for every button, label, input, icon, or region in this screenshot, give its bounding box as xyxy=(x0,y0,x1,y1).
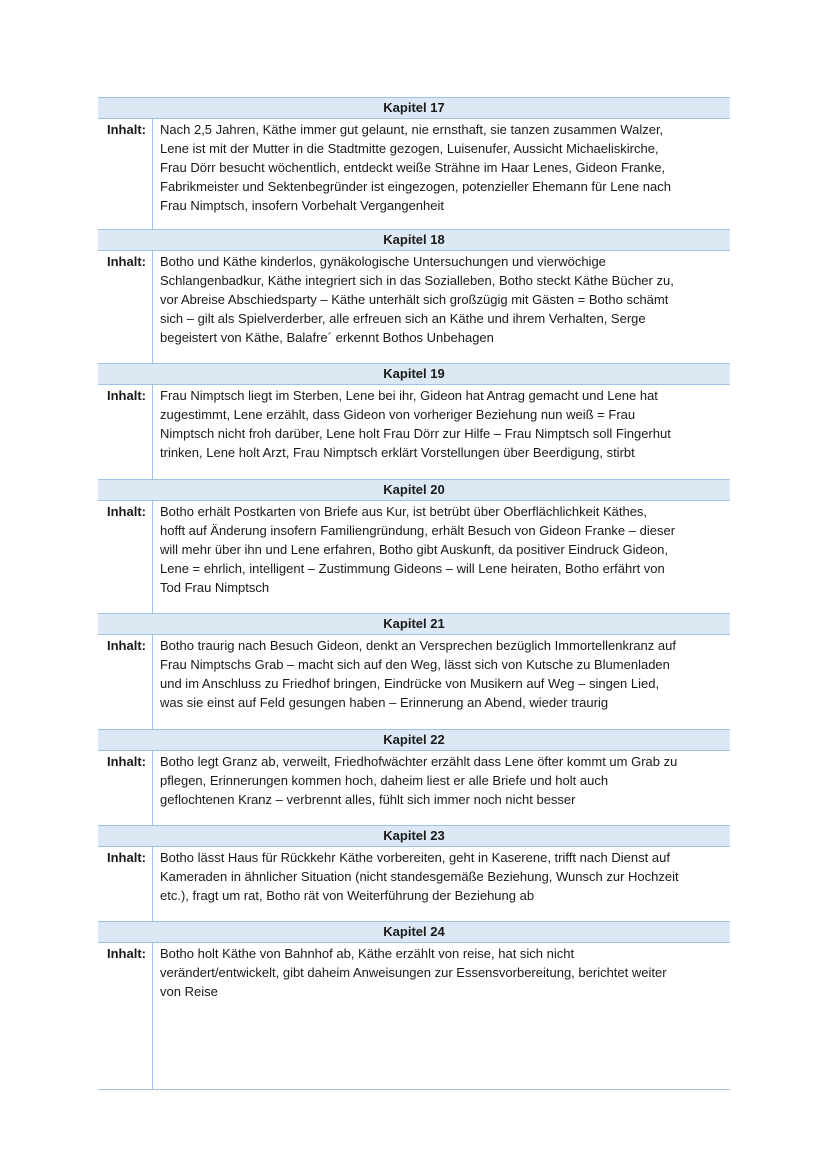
summary-line: Botho erhält Postkarten von Briefe aus Kur, ist betrübt über Oberflächlichkeit Käthes, xyxy=(160,504,648,519)
summary-line: vor Abreise Abschiedsparty – Käthe unterhält sich großzügig mit Gästen = Botho schämt xyxy=(160,292,669,307)
content-label: Inhalt: xyxy=(98,635,153,729)
summary-line: Botho holt Käthe von Bahnhof ab, Käthe erzählt von reise, hat sich nicht xyxy=(160,946,575,961)
summary-line: Nimptsch nicht froh darüber, Lene holt Frau Dörr zur Hilfe – Frau Nimptsch soll Fingerhut xyxy=(160,426,671,441)
summary-line: Nach 2,5 Jahren, Käthe immer gut gelaunt, nie ernsthaft, sie tanzen zusammen Walzer, xyxy=(160,122,664,137)
summary-line: Botho traurig nach Besuch Gideon, denkt an Versprechen bezüglich Immortellenkranz auf xyxy=(160,638,676,653)
summary-line: und im Anschluss zu Friedhof bringen, Eindrücke von Musikern auf Weg – singen Lied, xyxy=(160,676,660,691)
content-label: Inhalt: xyxy=(98,943,153,1089)
chapter-title: Kapitel 18 xyxy=(98,229,730,251)
summary-line: hofft auf Änderung insofern Familiengründung, erhält Besuch von Gideon Franke – dieser xyxy=(160,523,676,538)
summary-line: Botho lässt Haus für Rückkehr Käthe vorbereiten, geht in Kaserene, trifft nach Dienst auf xyxy=(160,850,670,865)
chapter-block xyxy=(98,825,730,921)
chapter-title: Kapitel 24 xyxy=(98,921,730,943)
chapter-summary-text xyxy=(153,943,730,1089)
summary-line: Frau Nimptschs Grab – macht sich auf den Weg, lässt sich von Kutsche zu Blumenladen xyxy=(160,657,670,672)
chapter-content-row xyxy=(98,385,730,479)
chapter-content-row xyxy=(98,943,730,1089)
summary-line: sich – gilt als Spielverderber, alle erfreuen sich an Käthe und ihrem Verhalten, Serge xyxy=(160,311,646,326)
summary-line: Frau Dörr besucht wöchentlich, entdeckt weiße Strähne im Haar Lenes, Gideon Franke, xyxy=(160,160,666,175)
summary-line: trinken, Lene holt Arzt, Frau Nimptsch erklärt Vorstellungen über Beerdigung, stirbt xyxy=(160,445,635,460)
chapter-summary-text xyxy=(153,501,730,613)
summary-line: Kameraden in ähnlicher Situation (nicht standesgemäße Beziehung, Wunsch zur Hochzeit xyxy=(160,869,679,884)
chapter-block xyxy=(98,363,730,479)
content-label: Inhalt: xyxy=(98,501,153,613)
chapter-content-row xyxy=(98,751,730,825)
summary-line: begeistert von Käthe, Balafre´ erkennt Bothos Unbehagen xyxy=(160,330,494,345)
chapter-summary-text xyxy=(153,119,730,229)
content-label: Inhalt: xyxy=(98,251,153,363)
summary-line: etc.), fragt um rat, Botho rät von Weiterführung der Beziehung ab xyxy=(160,888,535,903)
chapter-title: Kapitel 21 xyxy=(98,613,730,635)
chapter-content-row xyxy=(98,501,730,613)
summary-line: will mehr über ihn und Lene erfahren, Botho gibt Auskunft, da positiver Eindruck Gideon, xyxy=(160,542,669,557)
chapter-title: Kapitel 17 xyxy=(98,97,730,119)
chapter-block xyxy=(98,479,730,613)
chapter-summary-table xyxy=(98,97,730,1090)
summary-line: Schlangenbadkur, Käthe integriert sich in das Sozialleben, Botho steckt Käthe Bücher zu, xyxy=(160,273,674,288)
chapter-summary-text xyxy=(153,251,730,363)
chapter-summary-text xyxy=(153,635,730,729)
summary-line: pflegen, Erinnerungen kommen hoch, daheim liest er alle Briefe und holt auch xyxy=(160,773,609,788)
summary-line: Botho und Käthe kinderlos, gynäkologische Untersuchungen und vierwöchige xyxy=(160,254,606,269)
chapter-title: Kapitel 19 xyxy=(98,363,730,385)
chapter-summary-text xyxy=(153,385,730,479)
chapter-content-row xyxy=(98,119,730,229)
chapter-title: Kapitel 22 xyxy=(98,729,730,751)
summary-line: zugestimmt, Lene erzählt, dass Gideon von vorheriger Beziehung nun weiß = Frau xyxy=(160,407,636,422)
chapter-summary-text xyxy=(153,847,730,921)
summary-line: Botho legt Granz ab, verweilt, Friedhofwächter erzählt dass Lene öfter kommt um Grab zu xyxy=(160,754,678,769)
summary-line: Fabrikmeister und Sektenbegründer ist eingezogen, potenzieller Ehemann für Lene nach xyxy=(160,179,671,194)
chapter-block xyxy=(98,729,730,825)
summary-line: Tod Frau Nimptsch xyxy=(160,580,270,595)
chapter-content-row xyxy=(98,251,730,363)
chapter-summary-text xyxy=(153,751,730,825)
summary-line: Lene ist mit der Mutter in die Stadtmitte gezogen, Luisenufer, Aussicht Michaeliskirche, xyxy=(160,141,659,156)
content-label: Inhalt: xyxy=(98,119,153,229)
chapter-title: Kapitel 20 xyxy=(98,479,730,501)
summary-line: geflochtenen Kranz – verbrennt alles, fühlt sich immer noch nicht besser xyxy=(160,792,576,807)
content-label: Inhalt: xyxy=(98,385,153,479)
summary-line: von Reise xyxy=(160,984,218,999)
summary-line: Frau Nimptsch, insofern Vorbehalt Vergangenheit xyxy=(160,198,445,213)
content-label: Inhalt: xyxy=(98,751,153,825)
content-label: Inhalt: xyxy=(98,847,153,921)
summary-line: was sie einst auf Feld gesungen haben – Erinnerung an Abend, wieder traurig xyxy=(160,695,609,710)
chapter-block xyxy=(98,229,730,363)
chapter-title: Kapitel 23 xyxy=(98,825,730,847)
chapter-content-row xyxy=(98,635,730,729)
chapter-block xyxy=(98,921,730,1089)
summary-line: verändert/entwickelt, gibt daheim Anweisungen zur Essensvorbereitung, berichtet weiter xyxy=(160,965,667,980)
chapter-block xyxy=(98,97,730,229)
chapter-block xyxy=(98,613,730,729)
summary-line: Frau Nimptsch liegt im Sterben, Lene bei ihr, Gideon hat Antrag gemacht und Lene hat xyxy=(160,388,658,403)
table-bottom-rule xyxy=(98,1089,730,1090)
summary-line: Lene = ehrlich, intelligent – Zustimmung Gideons – will Lene heiraten, Botho erfährt von xyxy=(160,561,665,576)
chapter-content-row xyxy=(98,847,730,921)
